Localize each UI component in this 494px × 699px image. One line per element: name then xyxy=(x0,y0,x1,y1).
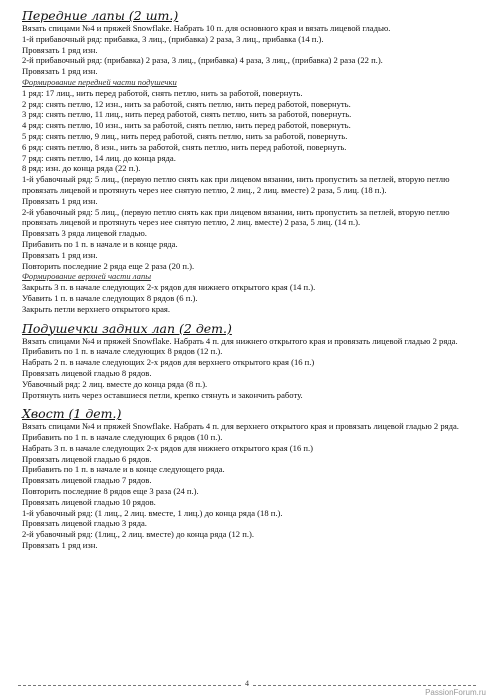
watermark: PassionForum.ru xyxy=(425,688,486,697)
text-line: 1-й убавочный ряд: (1 лиц., 2 лиц. вместе, 1 лиц.) до конца ряда (18 п.). xyxy=(22,507,283,518)
text-line: 1-й прибавочный ряд: прибавка, 3 лиц., (прибавка) 2 раза, 3 лиц., прибавка (14 п.). xyxy=(22,33,324,44)
section-title: Передние лапы (2 шт.) xyxy=(22,8,179,23)
text-line: Вязать спицами №4 и пряжей Snowflake. Набрать 4 п. для верхнего открытого края и провязать лицевой гладью 2 ряда. xyxy=(22,421,459,432)
text-line: 7 ряд: снять петлю, 14 лиц. до конца ряда. xyxy=(22,152,176,163)
text-line: Провязать лицевой гладью 3 ряда. xyxy=(22,518,147,529)
text-line: Набрать 3 п. в начале следующих 2-х рядов для нижнего открытого края (16 п.) xyxy=(22,442,314,453)
text-line: Прибавить по 1 п. в начале следующих 8 рядов (12 п.). xyxy=(22,346,223,357)
text-line: Провязать лицевой гладью 8 рядов. xyxy=(22,367,152,378)
text-line: Провязать 1 ряд изн. xyxy=(22,249,98,260)
subsection-title: Формирование верхней части лапы xyxy=(22,271,152,282)
text-line: Прибавить по 1 п. в начале следующих 6 рядов (10 п.). xyxy=(22,432,223,443)
text-line: 3 ряд: снять петлю, 11 лиц., нить перед работой, снять петлю, нить за работой, повернуть. xyxy=(22,109,352,120)
text-line: Протянуть нить через оставшиеся петли, крепко стянуть и закончить работу. xyxy=(22,389,303,400)
section-title: Подушечки задних лап (2 дет.) xyxy=(22,320,232,336)
subsection-title: Формирование передней части подушечки xyxy=(22,76,177,87)
text-line: 6 ряд: снять петлю, 8 изн., нить за работой, снять петлю, нить перед работой, повернуть. xyxy=(22,141,347,152)
section-hind-paw-pads xyxy=(22,321,474,401)
page-footer xyxy=(18,679,476,688)
section-tail xyxy=(22,406,474,551)
text-line: 1 ряд: 17 лиц., нить перед работой, снять петлю, нить за работой, повернуть. xyxy=(22,87,303,98)
section-front-paws xyxy=(22,8,474,77)
text-line: Вязать спицами №4 и пряжей Snowflake. Набрать 4 п. для нижнего открытого края и провязать лицевой гладью 2 ряда. xyxy=(22,335,458,346)
text-line: Провязать 1 ряд изн. xyxy=(22,540,98,551)
text-line: 2-й убавочный ряд: (1лиц., 2 лиц. вместе) до конца ряда (12 п.). xyxy=(22,529,255,540)
text-line: Провязать 3 ряда лицевой гладью. xyxy=(22,228,147,239)
text-line: Закрыть 3 п. в начале следующих 2-х рядов для нижнего открытого края (14 п.). xyxy=(22,282,316,293)
text-line: Провязать лицевой гладью 6 рядов. xyxy=(22,453,152,464)
text-line: 4 ряд: снять петлю, 10 изн., нить за работой, снять петлю, нить перед работой, повернуть. xyxy=(22,120,351,131)
text-line: Повторить последние 2 ряда еще 2 раза (20 п.). xyxy=(22,260,195,271)
section-title: Хвост (1 дет.) xyxy=(22,406,122,422)
text-line: Набрать 2 п. в начале следующих 2-х рядов для верхнего открытого края (16 п.) xyxy=(22,357,315,368)
text-line: Убавочный ряд: 2 лиц. вместе до конца ряда (8 п.). xyxy=(22,378,208,389)
text-line: 2 ряд: снять петлю, 12 изн., нить за работой, снять петлю, нить перед работой, повернуть. xyxy=(22,98,351,109)
text-line: Прибавить по 1 п. в начале и в конце ряда. xyxy=(22,238,178,249)
text-line: Провязать лицевой гладью 10 рядов. xyxy=(22,496,156,507)
text-line: Провязать 1 ряд изн. xyxy=(22,66,98,77)
text-line: 2-й прибавочный ряд: (прибавка) 2 раза, 3 лиц., (прибавка) 4 раза, 3 лиц., (прибавка) 2 раза (22 п.). xyxy=(22,55,383,66)
text-line: Прибавить по 1 п. в начале и в конце следующего ряда. xyxy=(22,464,225,475)
text-line: 2-й убавочный ряд: 5 лиц., (первую петлю снять как при лицевом вязании, нить пропустить за петлей, вторую петлю провязать лицевой и протянуть через нее снятую петлю, 2 лиц. вместе) 2 раза, 5 лиц. (14 п.). xyxy=(22,206,450,228)
text-line: 5 ряд: снять петлю, 9 лиц., нить перед работой, снять петлю, нить за работой, повернуть. xyxy=(22,130,348,141)
text-line: Повторить последние 8 рядов еще 3 раза (24 п.). xyxy=(22,486,199,497)
text-line: 1-й убавочный ряд: 5 лиц., (первую петлю снять как при лицевом вязании, нить пропустить за петлей, вторую петлю провязать лицевой и протянуть через нее снятую петлю, 2 лиц., 2 лиц. вместе) 2 раза, 5 лиц. (18 п.). xyxy=(22,174,450,195)
text-line: Вязать спицами №4 и пряжей Snowflake. Набрать 10 п. для основного края и вязать лицевой гладью. xyxy=(22,23,391,33)
page-number: 4 xyxy=(242,679,252,688)
subsection-upper-paw xyxy=(22,271,474,314)
text-line: Провязать 1 ряд изн. xyxy=(22,195,98,206)
text-line: Провязать лицевой гладью 7 рядов. xyxy=(22,475,152,486)
subsection-front-pad xyxy=(22,77,474,271)
text-line: Закрыть петли верхнего открытого края. xyxy=(22,303,171,314)
text-line: Убавить 1 п. в начале следующих 8 рядов (6 п.). xyxy=(22,292,198,303)
text-line: 8 ряд: изн. до конца ряда (22 п.). xyxy=(22,163,141,174)
text-line: Провязать 1 ряд изн. xyxy=(22,44,98,55)
